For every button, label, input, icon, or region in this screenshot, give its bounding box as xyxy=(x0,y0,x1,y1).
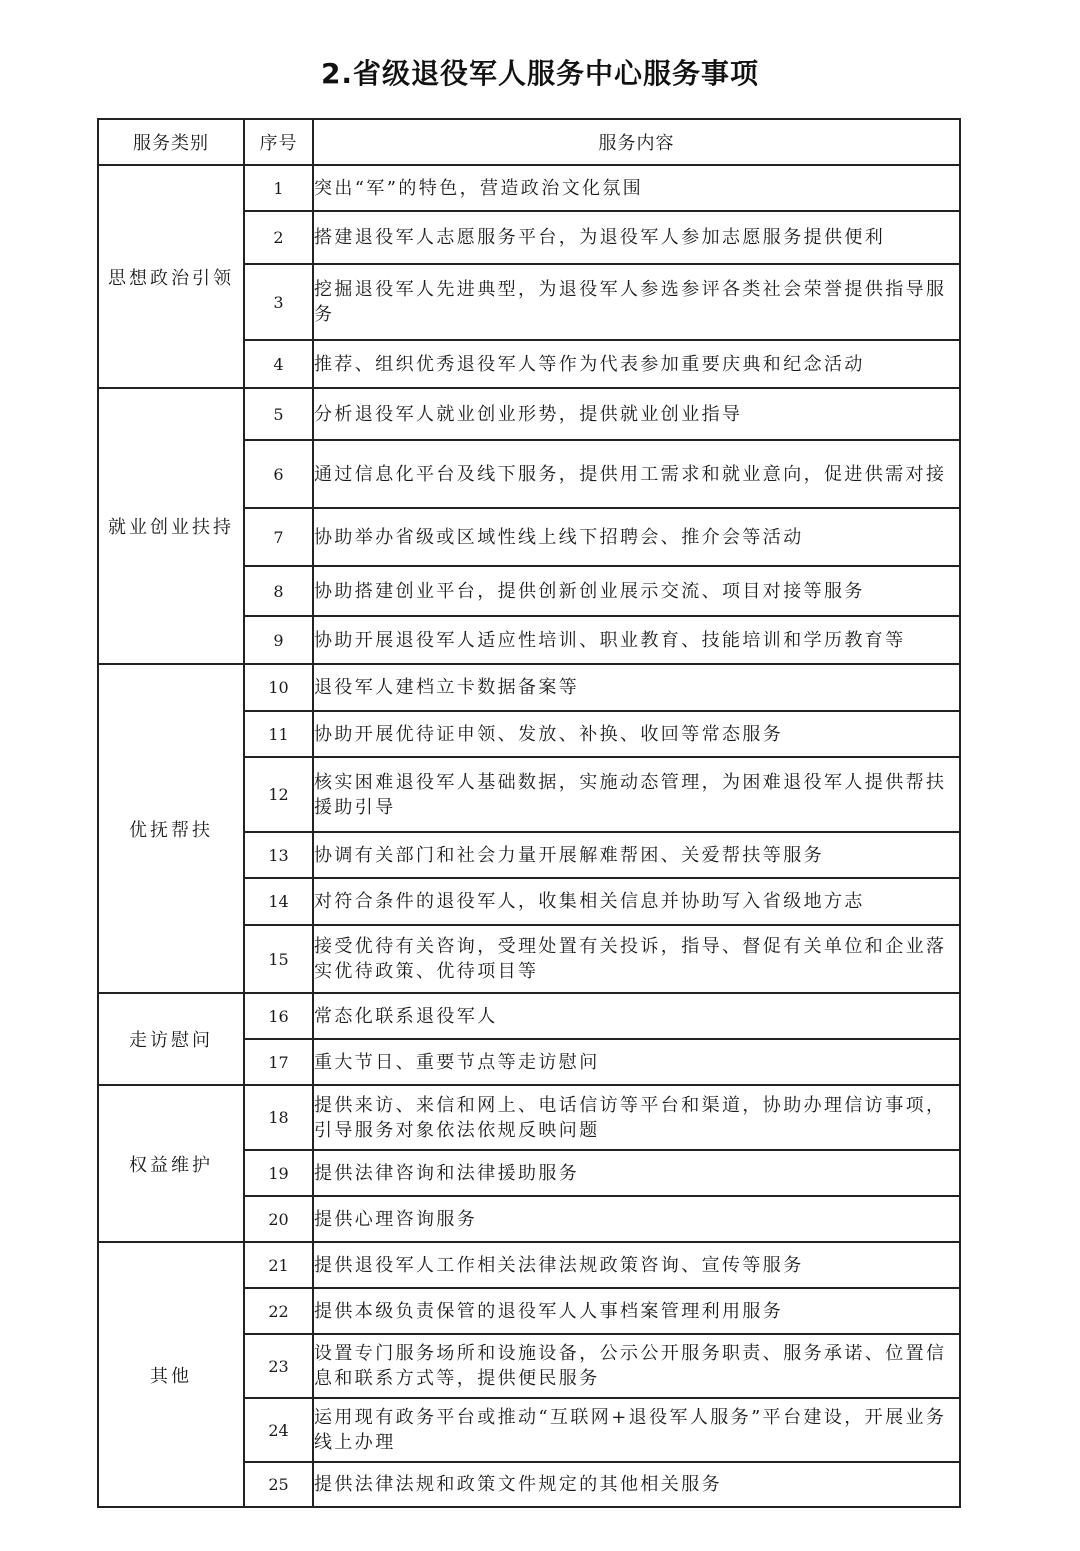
row-content: 协助举办省级或区域性线上线下招聘会、推介会等活动 xyxy=(313,508,960,566)
table-row xyxy=(98,664,960,711)
row-content: 协助开展优待证申领、发放、补换、收回等常态服务 xyxy=(313,711,960,757)
row-content: 提供法律法规和政策文件规定的其他相关服务 xyxy=(313,1462,960,1507)
row-content: 协助搭建创业平台，提供创新创业展示交流、项目对接等服务 xyxy=(313,566,960,616)
category-cell: 就业创业扶持 xyxy=(98,388,244,664)
table-row xyxy=(98,1085,960,1150)
row-number: 7 xyxy=(244,508,313,566)
table-header-row xyxy=(98,119,960,165)
category-cell: 优抚帮扶 xyxy=(98,664,244,993)
row-number: 4 xyxy=(244,340,313,388)
row-content: 推荐、组织优秀退役军人等作为代表参加重要庆典和纪念活动 xyxy=(313,340,960,388)
row-number: 1 xyxy=(244,165,313,211)
row-content: 提供法律咨询和法律援助服务 xyxy=(313,1150,960,1196)
row-number: 16 xyxy=(244,993,313,1039)
service-table xyxy=(97,118,961,1508)
table-row xyxy=(98,993,960,1039)
row-number: 2 xyxy=(244,211,313,264)
row-content: 运用现有政务平台或推动“互联网+退役军人服务”平台建设，开展业务线上办理 xyxy=(313,1398,960,1462)
row-number: 22 xyxy=(244,1288,313,1334)
row-number: 9 xyxy=(244,616,313,664)
row-number: 11 xyxy=(244,711,313,757)
row-number: 19 xyxy=(244,1150,313,1196)
row-number: 15 xyxy=(244,925,313,993)
row-content: 设置专门服务场所和设施设备，公示公开服务职责、服务承诺、位置信息和联系方式等，提供便民服务 xyxy=(313,1334,960,1398)
header-content: 服务内容 xyxy=(313,119,960,165)
row-content: 对符合条件的退役军人，收集相关信息并协助写入省级地方志 xyxy=(313,878,960,925)
table-row xyxy=(98,165,960,211)
row-content: 分析退役军人就业创业形势，提供就业创业指导 xyxy=(313,388,960,440)
row-number: 5 xyxy=(244,388,313,440)
row-content: 退役军人建档立卡数据备案等 xyxy=(313,664,960,711)
row-content: 常态化联系退役军人 xyxy=(313,993,960,1039)
row-content: 接受优待有关咨询，受理处置有关投诉，指导、督促有关单位和企业落实优待政策、优待项目等 xyxy=(313,925,960,993)
table-row xyxy=(98,1242,960,1288)
header-category: 服务类别 xyxy=(98,119,244,165)
row-content: 协调有关部门和社会力量开展解难帮困、关爱帮扶等服务 xyxy=(313,832,960,878)
row-number: 6 xyxy=(244,440,313,508)
row-number: 23 xyxy=(244,1334,313,1398)
row-number: 21 xyxy=(244,1242,313,1288)
row-content: 提供心理咨询服务 xyxy=(313,1196,960,1242)
row-content: 提供退役军人工作相关法律法规政策咨询、宣传等服务 xyxy=(313,1242,960,1288)
row-number: 13 xyxy=(244,832,313,878)
row-number: 17 xyxy=(244,1039,313,1085)
table-row xyxy=(98,388,960,440)
row-number: 3 xyxy=(244,264,313,340)
row-number: 18 xyxy=(244,1085,313,1150)
row-content: 搭建退役军人志愿服务平台，为退役军人参加志愿服务提供便利 xyxy=(313,211,960,264)
row-number: 24 xyxy=(244,1398,313,1462)
row-content: 协助开展退役军人适应性培训、职业教育、技能培训和学历教育等 xyxy=(313,616,960,664)
category-cell: 其他 xyxy=(98,1242,244,1507)
row-number: 25 xyxy=(244,1462,313,1507)
page-title: 2.省级退役军人服务中心服务事项 xyxy=(320,57,760,90)
row-number: 12 xyxy=(244,757,313,832)
category-cell: 权益维护 xyxy=(98,1085,244,1242)
row-number: 14 xyxy=(244,878,313,925)
row-content: 提供本级负责保管的退役军人人事档案管理利用服务 xyxy=(313,1288,960,1334)
row-content: 核实困难退役军人基础数据，实施动态管理，为困难退役军人提供帮扶援助引导 xyxy=(313,757,960,832)
row-number: 8 xyxy=(244,566,313,616)
row-number: 10 xyxy=(244,664,313,711)
row-content: 重大节日、重要节点等走访慰问 xyxy=(313,1039,960,1085)
row-number: 20 xyxy=(244,1196,313,1242)
category-cell: 走访慰问 xyxy=(98,993,244,1085)
row-content: 挖掘退役军人先进典型，为退役军人参选参评各类社会荣誉提供指导服务 xyxy=(313,264,960,340)
row-content: 通过信息化平台及线下服务，提供用工需求和就业意向，促进供需对接 xyxy=(313,440,960,508)
header-number: 序号 xyxy=(244,119,313,165)
row-content: 提供来访、来信和网上、电话信访等平台和渠道，协助办理信访事项，引导服务对象依法依规反映问题 xyxy=(313,1085,960,1150)
category-cell: 思想政治引领 xyxy=(98,165,244,388)
row-content: 突出“军”的特色，营造政治文化氛围 xyxy=(313,165,960,211)
